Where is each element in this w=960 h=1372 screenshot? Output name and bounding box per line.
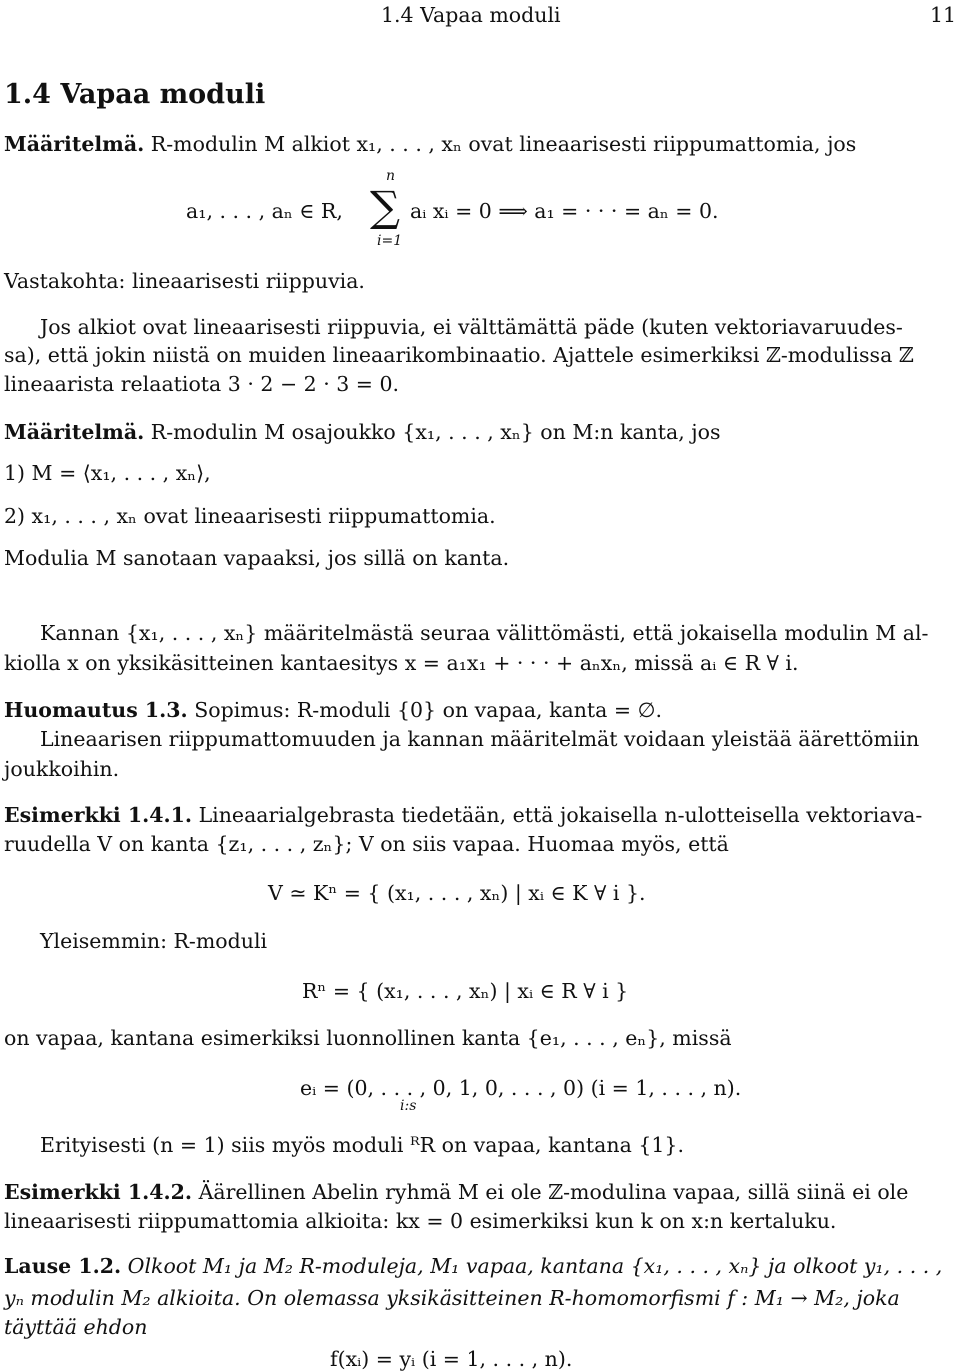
remark-line: Lineaarisen riippumattomuuden ja kannan määritelmät voidaan yleistää äärettömiin [40,727,920,751]
example-label: Esimerkki 1.4.1. [4,803,193,827]
equation-underscript: i:s [400,1098,417,1114]
running-header: 1.4 Vapaa moduli [381,3,561,27]
equation-left: a₁, . . . , aₙ ∈ R, [186,199,343,223]
remark-line: joukkoihin. [4,757,120,781]
sum-symbol: ∑ [370,182,400,231]
definition-label: Määritelmä. [4,420,145,444]
example-label: Esimerkki 1.4.2. [4,1180,193,1204]
paragraph-line: lineaarista relaatiota 3 · 2 − 2 · 3 = 0. [4,372,400,396]
remark-label: Huomautus 1.3. [4,698,188,722]
lemma-line: täyttää ehdon [4,1315,148,1339]
section-title: 1.4 Vapaa moduli [4,79,266,110]
lemma-equation: f(xᵢ) = yᵢ (i = 1, . . . , n). [330,1347,573,1371]
opposite-note: Vastakohta: lineaarisesti riippuvia. [4,269,365,293]
free-module-note: Modulia M sanotaan vapaaksi, jos sillä on kanta. [4,546,510,570]
example-text: Lineaarialgebrasta tiedetään, että jokaisella n-ulotteisella vektoriava- [198,803,923,827]
lemma-text: Olkoot M₁ ja M₂ R-moduleja, M₁ vapaa, kantana {x₁, . . . , xₙ} ja olkoot y₁, . . . , [127,1254,943,1278]
sum-lower-limit: i=1 [377,233,403,249]
example-text: Äärellinen Abelin ryhmä M ei ole ℤ-modulina vapaa, sillä siinä ei ole [198,1180,909,1204]
definition-text: R-modulin M alkiot x₁, . . . , xₙ ovat lineaarisesti riippumattomia, jos [150,132,857,156]
definition-text: R-modulin M osajoukko {x₁, . . . , xₙ} on M:n kanta, jos [150,420,721,444]
equation-free-module: Rⁿ = { (x₁, . . . , xₙ) | xᵢ ∈ R ∀ i } [302,979,629,1003]
example-1 [4,802,922,828]
example-2 [4,1179,908,1205]
equation-right: aᵢ xᵢ = 0 ⟹ a₁ = · · · = aₙ = 0. [410,199,719,223]
paragraph-line: kiolla x on yksikäsitteinen kantaesitys x = a₁x₁ + · · · + aₙxₙ, missä aᵢ ∈ R ∀ i. [4,651,799,675]
example-line: ruudella V on kanta {z₁, . . . , zₙ}; V on siis vapaa. Huomaa myös, että [4,832,729,856]
general-note: Yleisemmin: R-moduli [40,929,268,953]
definition-item-2: 2) x₁, . . . , xₙ ovat lineaarisesti riippumattomia. [4,504,496,528]
lemma-line: yₙ modulin M₂ alkioita. On olemassa yksikäsitteinen R-homomorfismi f : M₁ → M₂, joka [4,1286,900,1310]
remark [4,697,662,723]
paragraph-line: Jos alkiot ovat lineaarisesti riippuvia, ei välttämättä päde (kuten vektoriavaruudes- [40,315,903,339]
lemma [4,1253,942,1279]
example-line: on vapaa, kantana esimerkiksi luonnollinen kanta {e₁, . . . , eₙ}, missä [4,1026,732,1050]
paragraph-line: Kannan {x₁, . . . , xₙ} määritelmästä seuraa välittömästi, että jokaisella modulin M al- [40,621,929,645]
equation-basis-vector: eᵢ = (0, . . . , 0, 1, 0, . . . , 0) (i = 1, . . . , n). [300,1076,742,1100]
sum-upper-limit: n [386,168,396,184]
page-number: 11 [930,3,957,27]
lemma-label: Lause 1.2. [4,1254,122,1278]
example-line: lineaarisesti riippumattomia alkioita: kx = 0 esimerkiksi kun k on x:n kertaluku. [4,1209,837,1233]
paragraph-line: sa), että jokin niistä on muiden lineaarikombinaatio. Ajattele esimerkiksi ℤ-modulissa ℤ [4,343,914,367]
definition-label: Määritelmä. [4,132,145,156]
definition-independence [4,131,856,157]
definition-basis [4,419,721,445]
example-line: Erityisesti (n = 1) siis myös moduli ᴿR on vapaa, kantana {1}. [40,1133,684,1157]
remark-text: Sopimus: R-moduli {0} on vapaa, kanta = ∅. [194,698,662,722]
definition-item-1: 1) M = ⟨x₁, . . . , xₙ⟩, [4,461,211,485]
equation-vector-space: V ≃ Kⁿ = { (x₁, . . . , xₙ) | xᵢ ∈ K ∀ i }. [268,881,646,905]
